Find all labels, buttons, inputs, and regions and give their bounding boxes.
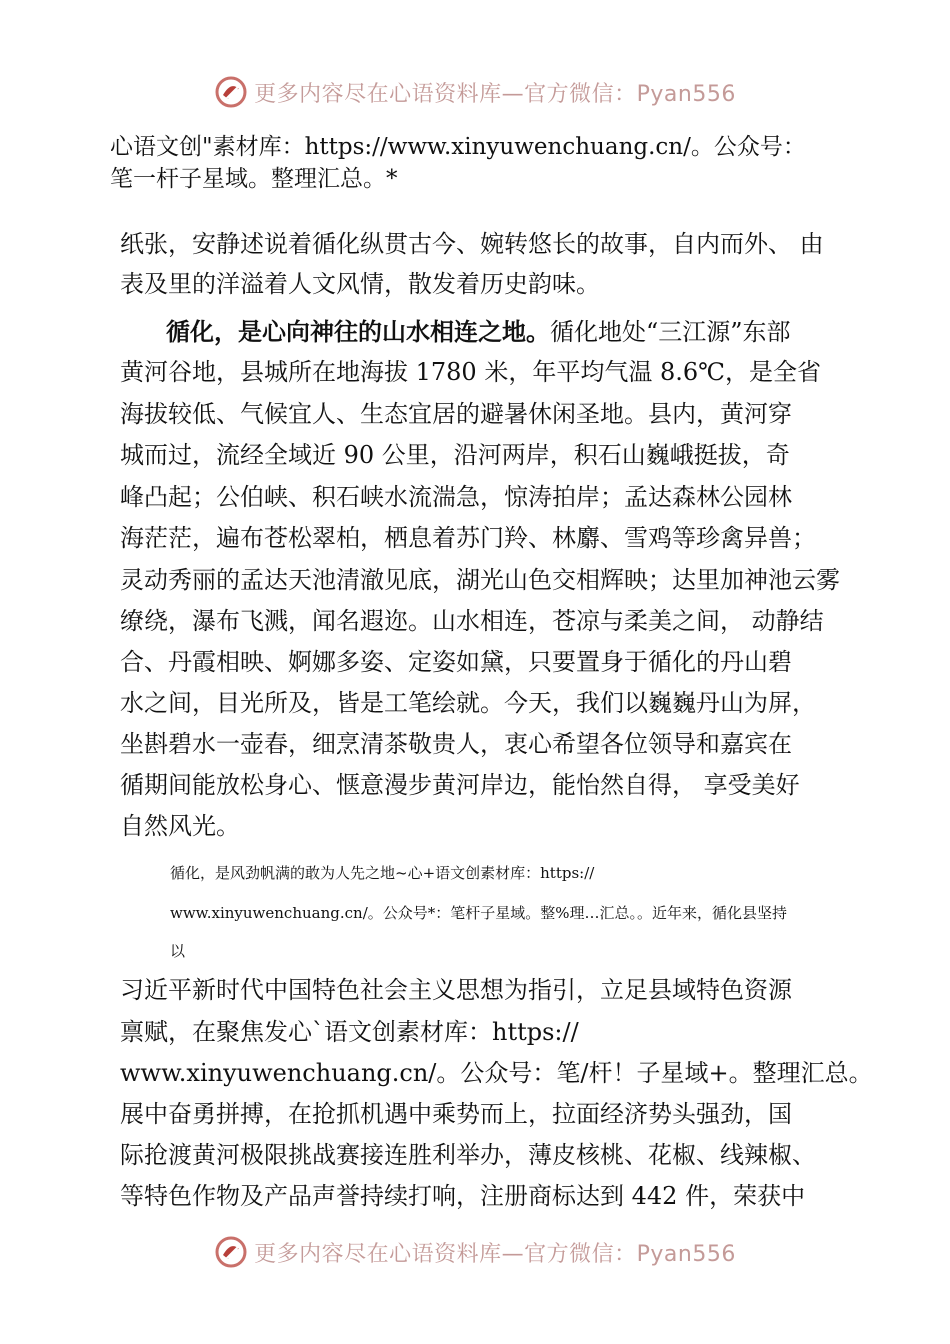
para2-line: 海拔较低、气候宜人、生态宜居的避暑休闲圣地。县内，黄河穿 [120,400,792,428]
para2-line: 循期间能放松身心、惬意漫步黄河岸边，能怡然自得， 享受美好 [120,771,800,799]
para3-line: 际抢渡黄河极限挑战赛接连胜利举办，薄皮核桃、花椒、线辣椒、 [120,1141,816,1169]
banner-text: 更多内容尽在心语资料库—官方微信：Pyan556 [254,1241,736,1267]
watermark-banner-top [0,70,950,114]
brand-logo-icon [214,75,248,109]
para2-line: 黄河谷地，县城所在地海拔 1780 米，年平均气温 8.6℃，是全省 [120,358,821,386]
header-line-2: 笔一杆子星域。整理汇总。* [110,166,398,192]
para3-line: 禀赋，在聚焦发心`语文创素材库：https:// [120,1018,579,1046]
header-line-1: 心语文创"素材库：https://www.xinyuwenchuang.cn/。公众号： [110,134,806,160]
small-line-3: 以 [170,942,186,960]
para2-line: 海茫茫，遍布苍松翠柏，栖息着苏门羚、林麝、雪鸡等珍禽异兽； [120,524,816,552]
watermark-banner-bottom [0,1230,950,1274]
para2-line: 坐斟碧水一壶春，细烹清茶敬贵人，衷心希望各位领导和嘉宾在 [120,730,792,758]
small-line-2: www.xinyuwenchuang.cn/。公众号*：笔杆子星域。整%理…汇总。。近年来，循化县坚持 [170,904,788,922]
para2-line: 自然风光。 [120,812,240,840]
para2-first-line [166,312,791,347]
small-line-1: 循化，是风劲帆满的敢为人先之地~心+语文创素材库：https:// [170,864,595,882]
para1-line-2: 表及里的洋溢着人文风情，散发着历史韵味。 [120,270,600,298]
para3-line: www.xinyuwenchuang.cn/。公众号：笔/杆！子星域+。整理汇总。 [120,1059,873,1087]
para2-line: 灵动秀丽的孟达天池清澈见底，湖光山色交相辉映；达里加神池云雾 [120,566,840,594]
brand-logo-icon [214,1235,248,1269]
para3-line: 习近平新时代中国特色社会主义思想为指引，立足县域特色资源 [120,976,792,1004]
para3-line: 展中奋勇拼搏，在抢抓机遇中乘势而上，拉面经济势头强劲，国 [120,1100,792,1128]
para2-line: 合、丹霞相映、婀娜多姿、定姿如黛，只要置身于循化的丹山碧 [120,648,792,676]
para1-line-1: 纸张，安静述说着循化纵贯古今、婉转悠长的故事，自内而外、 由 [120,230,824,258]
para2-first-rest: 循化地处“三江源”东部 [550,318,791,346]
para2-line: 缭绕，瀑布飞溅，闻名遐迩。山水相连，苍凉与柔美之间， 动静结 [120,607,824,635]
para3-line: 等特色作物及产品声誉持续打响，注册商标达到 442 件，荣获中 [120,1182,806,1210]
para2-line: 水之间，目光所及，皆是工笔绘就。今天，我们以巍巍丹山为屏， [120,689,816,717]
para2-bold-lead: 循化，是心向神往的山水相连之地。 [166,318,550,346]
banner-text: 更多内容尽在心语资料库—官方微信：Pyan556 [254,81,736,107]
para2-line: 城而过，流经全域近 90 公里，沿河两岸，积石山巍峨挺拔，奇 [120,441,790,469]
para2-line: 峰凸起；公伯峡、积石峡水流湍急，惊涛拍岸；孟达森林公园林 [120,483,792,511]
